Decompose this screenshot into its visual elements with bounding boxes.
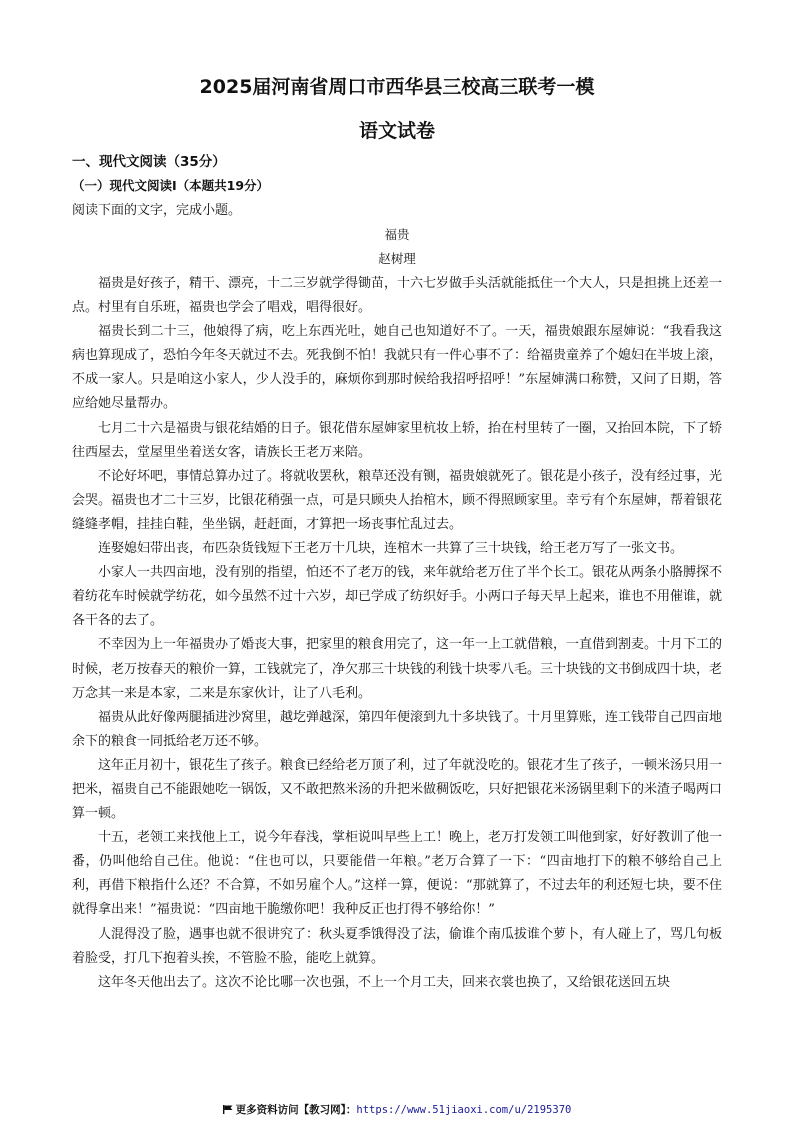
footer-prefix: 更多资料访问【教习网】： xyxy=(235,1104,357,1116)
paragraph: 这年冬天他出去了。这次不论比哪一次也强，不上一个月工夫，回来衣裳也换了，又给银花送回五块 xyxy=(98,974,671,990)
paragraph: 福贵是好孩子，精干、漂亮，十二三岁就学得锄苗，十六七岁做手头活就能抵住一个大人，只是担挑上还差一点。村里有自乐班，福贵也学会了唱戏，唱得很好。 xyxy=(72,276,723,316)
exam-title: 2025届河南省周口市西华县三校高三联考一模 xyxy=(199,76,595,98)
paragraph: 人混得没了脸，遇事也就不很讲究了：秋头夏季饿得没了法，偷谁个南瓜拔谁个萝卜，有人碰上了，骂几句板着脸受，打几下抱着头挨，不管脸不脸，能吃上就算。 xyxy=(72,926,723,966)
paragraph: 这年正月初十，银花生了孩子。粮食已经给老万顶了利，过了年就没吃的。银花才生了孩子，一顿米汤只用一把米，福贵自己不能跟她吃一锅饭，又不敢把熬米汤的升把米做稠饭吃，只好把银花米汤锅里剩下的米渣子喝两口算一顿。 xyxy=(72,757,723,822)
footer-link[interactable]: https://www.51jiaoxi.com/u/2195370 xyxy=(356,1104,572,1116)
exam-subtitle: 语文试卷 xyxy=(358,120,435,142)
paragraph: 不论好坏吧，事情总算办过了。将就收罢秋，粮草还没有铡，福贵娘就死了。银花是小孩子，没有经过事，光会哭。福贵也才二十三岁，比银花稍强一点，可是只顾央人抬棺木，顾不得照顾家里。幸亏有个东屋婶，帮着银花缝缝孝帽，挂挂白鞋，坐坐锅，赶赶面，才算把一场丧事忙乱过去。 xyxy=(72,468,723,532)
paragraph: 小家人一共四亩地，没有别的指望，怕还不了老万的钱，来年就给老万住了半个长工。银花从两条小胳膊探不着纺花车时候就学纺花，如今虽然不过十六岁，却已学成了纺织好手。小两口子每天早上起来，谁也不用催谁，就各干各的去了。 xyxy=(72,565,723,629)
footer xyxy=(0,1102,794,1117)
subsection-heading: （一）现代文阅读Ⅰ（本题共19分） xyxy=(72,178,270,193)
section-heading: 一、现代文阅读（35分） xyxy=(72,154,226,170)
story-author: 赵树理 xyxy=(378,251,416,266)
paragraph: 不幸因为上一年福贵办了婚丧大事，把家里的粮食用完了，这一年一上工就借粮，一直借到割麦。十月下工的时候，老万按春天的粮价一算，工钱就完了，净欠那三十块钱的利钱十块零八毛。三十块钱的文书倒成四十块，老万念其一来是本家，二来是东家伙计，让了八毛利。 xyxy=(72,637,723,701)
paragraph: 七月二十六是福贵与银花结婚的日子。银花借东屋婶家里杭妆上轿，抬在村里转了一圈，又抬回本院，下了轿往西屋去，堂屋里坐着送女客，请族长王老万来陪。 xyxy=(72,420,723,460)
flag-icon xyxy=(223,1105,233,1114)
paragraph: 福贵长到二十三，他娘得了病，吃上东西光吐，她自己也知道好不了。一天，福贵娘跟东屋婶说：“我看我这病也算现成了，恐怕今年冬天就过不去。死我倒不怕！我就只有一件心事不了：给福贵童养了个媳妇在半坡上滚，不成一家人。只是咱这小家人，少人没手的，麻烦你到那时候给我招呼招呼！”东屋婶满口称赞，又问了日期，答应给她尽量帮办。 xyxy=(72,324,723,412)
instruction-text: 阅读下面的文字，完成小题。 xyxy=(72,203,242,218)
story-title: 福贵 xyxy=(384,227,410,242)
paragraph: 连娶媳妇带出丧，布匹杂货钱短下王老万十几块，连棺木一共算了三十块钱，给王老万写了一张文书。 xyxy=(98,541,684,557)
story-body xyxy=(72,272,722,995)
paragraph: 十五，老领工来找他上工，说今年春浅，掌柜说叫早些上工！晚上，老万打发领工叫他到家，好好教训了他一番，仍叫他给自己住。他说：“住也可以，只要能借一年粮。”老万合算了一下：“四亩地打下的粮不够给自己上利，再借下粮指什么还？不合算，不如另雇个人。”这样一算，便说：“那就算了，不过去年的利还短七块，要不住就得拿出来！”福贵说：“四亩地干脆缴你吧！我种反正也打得不够给你！” xyxy=(72,830,723,918)
paragraph: 福贵从此好像两腿插进沙窝里，越圪弹越深，第四年便滚到九十多块钱了。十月里算账，连工钱带自己四亩地余下的粮食一同抵给老万还不够。 xyxy=(72,709,723,749)
